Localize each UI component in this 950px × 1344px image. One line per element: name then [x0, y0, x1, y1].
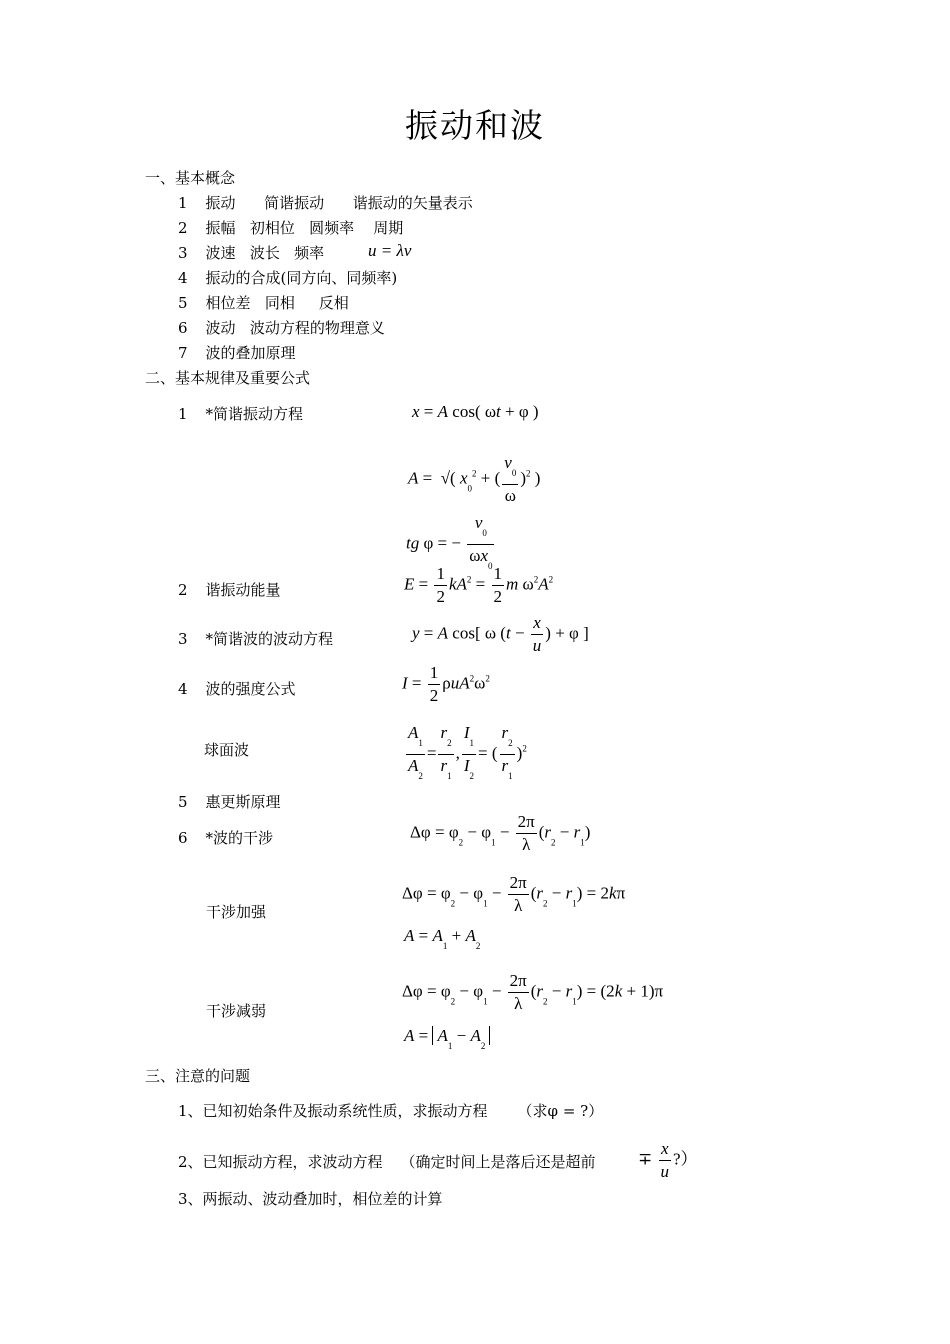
page-title: 振动和波 — [405, 106, 545, 145]
section-heading-concepts: 一、基本概念 — [145, 169, 236, 187]
formula-wave-speed: u = λv — [368, 241, 412, 260]
section-heading-notes: 三、注意的问题 — [145, 1067, 251, 1085]
section-heading-formulas: 二、基本规律及重要公式 — [145, 369, 311, 387]
formula-intensity: I = $\frac{1}{2}$ $\rho uA^2\omega^2$ — [402, 663, 490, 705]
concept-item: 5 相位差 同相 反相 — [178, 294, 349, 312]
formula-label-spherical: 球面波 — [204, 741, 250, 759]
concept-item: 4 振动的合成(同方向、同频率) — [178, 269, 398, 287]
formula-label: 5 惠更斯原理 — [178, 793, 281, 811]
formula-lead-lag: ∓ $\frac{x}{u}$ ?） — [638, 1139, 698, 1181]
formula-label: 1 *简谐振动方程 — [178, 405, 304, 423]
formula-destructive-phase: $\Delta\varphi = \varphi_2 - \varphi_1$ − $\frac{2\pi}{\lambda}$ $(r_2 - r_1) = (2k + 1)\pi$ — [402, 971, 664, 1013]
formula-energy: E = $\frac{1}{2}$ $kA^2$ = $\frac{1}{2}$ m $\omega^2A^2$ — [404, 564, 554, 606]
formula-label-destructive: 干涉减弱 — [206, 1002, 267, 1020]
concept-item: 1 振动 简谐振动 谐振动的矢量表示 — [178, 194, 473, 212]
formula-initial-phase: tg φ = − $\frac{v_0}{\omega x_0}$ — [406, 513, 493, 571]
formula-interference: $\Delta\varphi = \varphi_2 - \varphi_1$ − $\frac{2\pi}{\lambda}$ $(r_2 - r_1)$ — [410, 812, 591, 854]
formula-constructive-amplitude: $A = A_1 + A_2$ — [404, 926, 481, 951]
concept-item: 3 波速 波长 频率 — [178, 244, 325, 262]
formula-label: 3 *简谐波的波动方程 — [178, 630, 334, 648]
formula-constructive-phase: $\Delta\varphi = \varphi_2 - \varphi_1$ − $\frac{2\pi}{\lambda}$ $(r_2 - r_1) = 2k\pi$ — [402, 873, 626, 915]
concept-item: 2 振幅 初相位 圆频率 周期 — [178, 219, 404, 237]
formula-label: 2 谐振动能量 — [178, 581, 281, 599]
formula-label-constructive: 干涉加强 — [206, 903, 267, 921]
note-item: 2、已知振动方程，求波动方程 （确定时间上是落后还是超前 — [178, 1153, 596, 1171]
concept-item: 7 波的叠加原理 — [178, 344, 296, 362]
note-item: 3、两振动、波动叠加时，相位差的计算 — [178, 1190, 443, 1208]
note-item: 1、已知初始条件及振动系统性质，求振动方程 （求φ = ?） — [178, 1102, 604, 1120]
formula-amplitude: A = √( $x_0^2$ + ( $\frac{v_0}{\omega}$ )$^2$ ) — [408, 453, 541, 505]
formula-wave-equation: y = A cos[ ω (t − $\frac{x}{u}$ ) + φ ] — [412, 613, 589, 655]
concept-item: 6 波动 波动方程的物理意义 — [178, 319, 385, 337]
formula-label: 6 *波的干涉 — [178, 829, 274, 847]
formula-destructive-amplitude: $A = A_1 - A_2$ — [404, 1026, 490, 1056]
formula-spherical-wave: $\frac{A_1}{A_2}$ = $\frac{r_2}{r_1}$ , $\frac{I_1}{I_2}$ = ( $\frac{r_2}{r_1}$ )$^2$ — [408, 723, 527, 781]
formula-label: 4 波的强度公式 — [178, 680, 296, 698]
formula-shm-equation: x = A cos( ωt + φ ) — [412, 402, 539, 421]
